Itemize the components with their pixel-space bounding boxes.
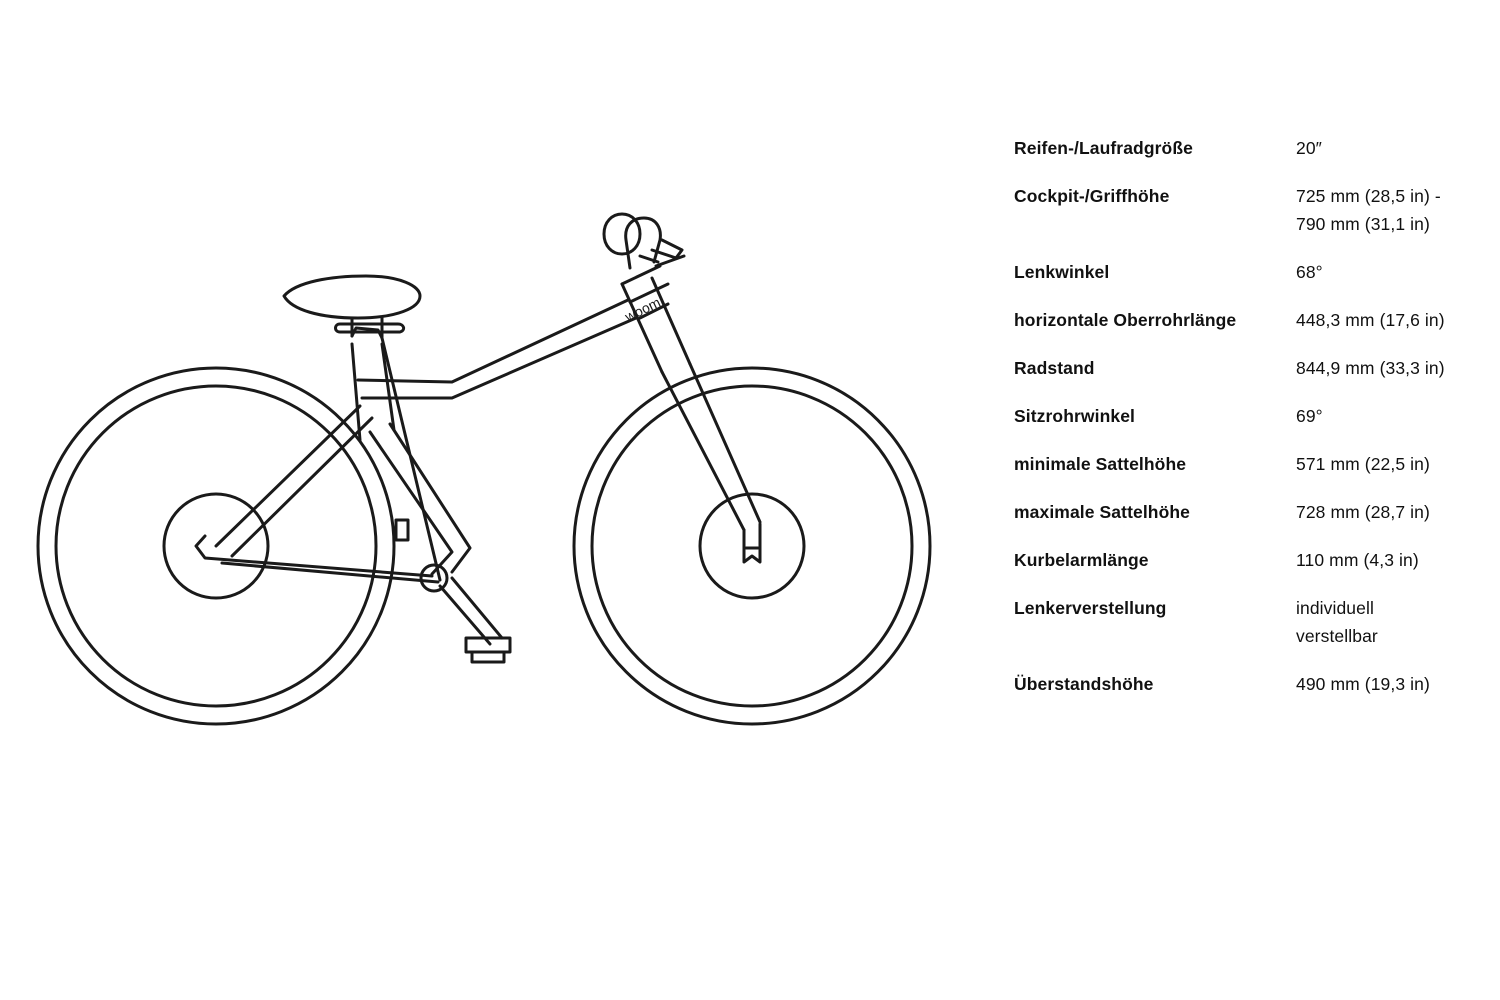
spec-label: Kurbelarmlänge — [1014, 550, 1149, 570]
spec-value: 728 mm (28,7 in) — [1296, 502, 1430, 522]
spec-label: Reifen-/Laufradgröße — [1014, 138, 1193, 158]
chainguard-detail — [396, 520, 408, 540]
spec-value: 68° — [1296, 262, 1323, 282]
crank-pedal-icon — [440, 578, 510, 662]
spec-value: 110 mm (4,3 in) — [1296, 550, 1419, 570]
spec-row — [1014, 498, 1454, 526]
spec-label: maximale Sattelhöhe — [1014, 502, 1190, 522]
spec-row — [1014, 306, 1454, 334]
spec-row — [1014, 670, 1454, 698]
spec-label: Lenkwinkel — [1014, 262, 1110, 282]
handlebar-icon — [604, 214, 684, 268]
spec-value: 571 mm (22,5 in) — [1296, 454, 1430, 474]
spec-row — [1014, 134, 1454, 162]
spec-label: Cockpit-/Griffhöhe — [1014, 186, 1170, 206]
spec-row — [1014, 450, 1454, 478]
saddle-icon — [284, 276, 420, 338]
spec-label: Radstand — [1014, 358, 1095, 378]
spec-row — [1014, 594, 1454, 650]
rear-triangle — [196, 406, 438, 582]
spec-row — [1014, 258, 1454, 286]
spec-label: Überstandshöhe — [1014, 674, 1154, 694]
spec-label: Sitzrohrwinkel — [1014, 406, 1136, 426]
geometry-spec-table — [1014, 134, 1454, 718]
spec-label: Lenkerverstellung — [1014, 598, 1167, 618]
spec-row — [1014, 354, 1454, 382]
spec-label: horizontale Oberrohrlänge — [1014, 310, 1237, 330]
spec-value: individuell verstellbar — [1296, 598, 1378, 646]
spec-value: 20″ — [1296, 138, 1322, 158]
front-wheel-icon — [574, 368, 930, 724]
svg-text:woom: woom — [622, 293, 663, 325]
spec-value: 844,9 mm (33,3 in) — [1296, 358, 1445, 378]
spec-value: 69° — [1296, 406, 1323, 426]
spec-value: 448,3 mm (17,6 in) — [1296, 310, 1445, 330]
spec-value: 725 mm (28,5 in) - 790 mm (31,1 in) — [1296, 186, 1441, 234]
spec-value: 490 mm (19,3 in) — [1296, 674, 1430, 694]
spec-row — [1014, 546, 1454, 574]
spec-label: minimale Sattelhöhe — [1014, 454, 1187, 474]
spec-row — [1014, 402, 1454, 430]
spec-row — [1014, 182, 1454, 238]
